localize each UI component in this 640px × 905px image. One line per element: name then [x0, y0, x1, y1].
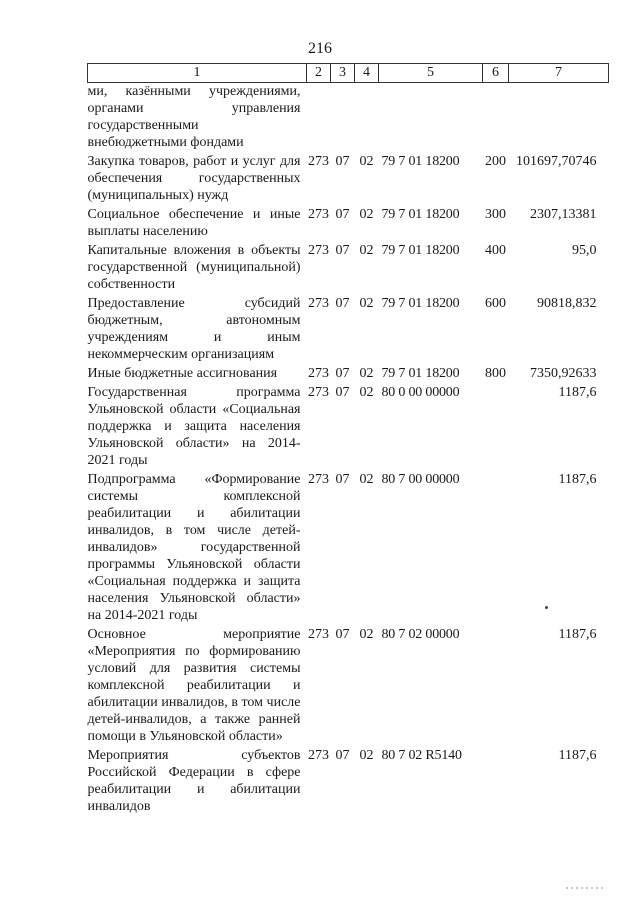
row-ved: 273: [308, 207, 329, 222]
column-header-ved: 2: [307, 64, 331, 83]
row-amount: 1187,6: [558, 627, 597, 642]
table-row: [88, 83, 609, 153]
column-header-name: 1: [88, 64, 307, 83]
row-name: Иные бюджетные ассигнования: [87, 366, 278, 381]
row-vr: 400: [485, 243, 506, 258]
row-name: Капитальные вложения в объекты государственной (муниципальной) собственности: [87, 243, 301, 292]
row-csr: 80 7 02 00000: [381, 627, 460, 642]
column-header-amount: 7: [509, 64, 609, 83]
column-header-vr: 6: [483, 64, 509, 83]
row-amount: 95,0: [572, 243, 597, 258]
column-header-rz: 3: [331, 64, 355, 83]
table-row: [88, 746, 609, 816]
row-amount: [509, 83, 609, 153]
row-rz: 07: [335, 296, 350, 311]
row-name: Предоставление субсидий бюджетным, автономным учреждениям и иным некоммерческим организациям: [87, 296, 301, 362]
table-row: [88, 205, 609, 241]
row-pr: 02: [359, 748, 374, 763]
table-body: [88, 83, 609, 817]
row-csr: 79 7 01 18200: [381, 366, 460, 381]
row-vr: [483, 83, 509, 153]
row-name: Социальное обеспечение и иные выплаты населению: [87, 207, 301, 239]
row-rz: 07: [335, 366, 350, 381]
row-vr: [483, 383, 509, 470]
row-pr: 02: [359, 627, 374, 642]
row-ved: 273: [308, 296, 329, 311]
row-rz: 07: [335, 154, 350, 169]
table-row: [88, 625, 609, 746]
table-row: [88, 241, 609, 294]
row-pr: 02: [359, 243, 374, 258]
row-name: Мероприятия субъектов Российской Федерации в сфере реабилитации и абилитации инвалидов: [87, 748, 301, 814]
row-name: Закупка товаров, работ и услуг для обеспечения государственных (муниципальных) нужд: [87, 154, 301, 203]
row-amount: 90818,832: [537, 296, 597, 311]
row-name: Государственная программа Ульяновской области «Социальная поддержка и защита населения Ульяновской области» на 2014-2021 годы: [87, 385, 301, 468]
row-ved: 273: [308, 243, 329, 258]
row-rz: 07: [335, 243, 350, 258]
table-row: [88, 383, 609, 470]
row-pr: 02: [359, 296, 374, 311]
row-rz: 07: [335, 627, 350, 642]
scan-speck: [545, 606, 548, 609]
row-ved: 273: [308, 366, 329, 381]
row-name: Подпрограмма «Формирование системы комплексной реабилитации и абилитации инвалидов, в том числе детей-инвалидов» государственной программы Ульяновской области «Социальная поддержка и защита населения Ульяновской области» на 2014-2021 годы: [87, 472, 301, 623]
row-pr: 02: [359, 385, 374, 400]
table-row: [88, 364, 609, 383]
header-row: [88, 64, 609, 83]
row-vr: [483, 746, 509, 816]
row-vr: 600: [485, 296, 506, 311]
row-vr: [483, 470, 509, 625]
row-ved: 273: [308, 472, 329, 487]
table-header: [88, 64, 609, 83]
row-vr: 800: [485, 366, 506, 381]
row-vr: [483, 625, 509, 746]
row-amount: 1187,6: [558, 748, 597, 763]
row-rz: 07: [335, 385, 350, 400]
row-csr: 80 7 00 00000: [381, 472, 460, 487]
table-row: [88, 152, 609, 205]
table-row: [88, 470, 609, 625]
row-ved: [307, 83, 331, 153]
row-pr: 02: [359, 207, 374, 222]
row-ved: 273: [308, 154, 329, 169]
row-rz: 07: [335, 748, 350, 763]
row-pr: 02: [359, 366, 374, 381]
row-rz: [331, 83, 355, 153]
row-ved: 273: [308, 748, 329, 763]
row-amount: 1187,6: [558, 385, 597, 400]
column-header-pr: 4: [355, 64, 379, 83]
page-number: 216: [308, 40, 332, 57]
row-vr: 300: [485, 207, 506, 222]
row-amount: 7350,92633: [530, 366, 597, 381]
column-header-csr: 5: [379, 64, 483, 83]
row-csr: 79 7 01 18200: [381, 207, 460, 222]
row-pr: 02: [359, 154, 374, 169]
row-csr: [379, 83, 483, 153]
scan-dots: [566, 887, 606, 889]
row-rz: 07: [335, 207, 350, 222]
row-csr: 79 7 01 18200: [381, 154, 460, 169]
row-name: Основное мероприятие «Мероприятия по формированию условий для развития системы комплексной реабилитации и абилитации инвалидов, в том числе детей-инвалидов, а также ранней помощи в Ульяновской области»: [87, 627, 301, 744]
row-ved: 273: [308, 385, 329, 400]
row-amount: 2307,13381: [530, 207, 597, 222]
row-vr: 200: [485, 154, 506, 169]
row-csr: 80 7 02 R5140: [381, 748, 462, 763]
row-name: ми, казёнными учреждениями, органами управления государственными внебюджетными фондами: [87, 84, 301, 150]
row-pr: 02: [359, 472, 374, 487]
row-ved: 273: [308, 627, 329, 642]
table-row: [88, 294, 609, 364]
row-csr: 80 0 00 00000: [381, 385, 460, 400]
row-amount: 1187,6: [558, 472, 597, 487]
row-amount: 101697,70746: [516, 154, 597, 169]
row-rz: 07: [335, 472, 350, 487]
row-csr: 79 7 01 18200: [381, 243, 460, 258]
budget-table: [87, 63, 609, 816]
row-csr: 79 7 01 18200: [381, 296, 460, 311]
row-pr: [355, 83, 379, 153]
